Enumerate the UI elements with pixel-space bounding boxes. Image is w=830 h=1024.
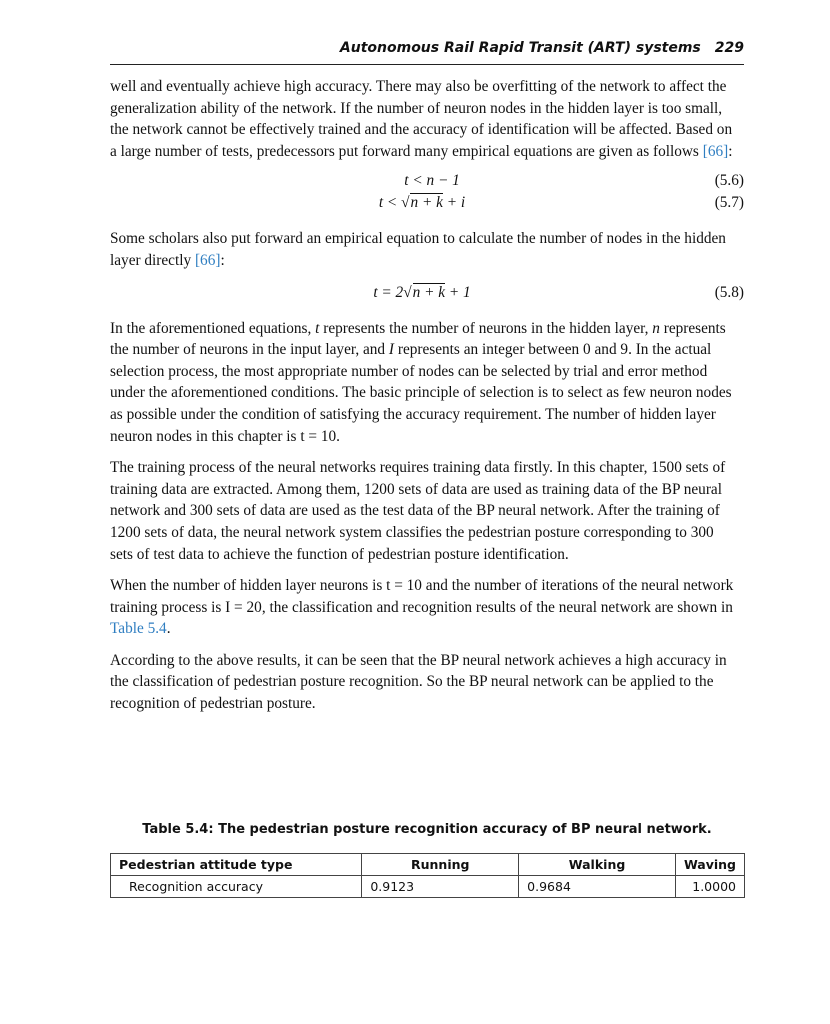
equation-number: (5.8): [714, 283, 744, 301]
table-row: [111, 876, 745, 898]
table-cell: Recognition accuracy: [111, 876, 362, 898]
table-cell: 1.0000: [675, 876, 744, 898]
equation-5-8: t = 2√n + k + 1 (5.8): [110, 282, 734, 304]
accuracy-table: [110, 853, 745, 898]
paragraph-6: According to the above results, it can be seen that the BP neural network achieves a high accuracy in the classification of pedestrian posture recognition. So the BP neural network can be applied to the recognition of pedestrian posture.: [110, 651, 727, 713]
body-text: [110, 76, 744, 725]
header-cell: Running: [362, 854, 519, 876]
table-5-4-link[interactable]: Table 5.4: [110, 620, 167, 638]
table-caption: Table 5.4: The pedestrian posture recognition accuracy of BP neural network.: [142, 822, 712, 837]
table-cell: 0.9684: [519, 876, 676, 898]
paragraph-1: well and eventually achieve high accuracy. There may also be overfitting of the network to affect the generalization ability of the network. If the number of neuron nodes in the hidden layer is too small, the network cannot be effectively trained and the accuracy of identification will be affected. Based on a large number of tests, predecessors put forward many empirical equations are given as follows [66]:: [110, 78, 733, 160]
equation-5-6: t < n − 1 (5.6): [110, 170, 734, 192]
running-title: Autonomous Rail Rapid Transit (ART) systems: [339, 40, 701, 56]
paragraph-3: In the aforementioned equations, t represents the number of neurons in the hidden layer, n represents the number of neurons in the input layer, and I represents an integer between 0 and 9. In the actual selection process, the most appropriate number of nodes can be selected by trial and error method under the aforementioned conditions. The basic principle of selection is to select as few neuron nodes as possible under the condition of satisfying the accuracy requirement. The number of hidden layer neuron nodes in this chapter is t = 10.: [110, 319, 732, 445]
table-cell: 0.9123: [362, 876, 519, 898]
header-rule: [110, 64, 744, 65]
paragraph-4: The training process of the neural networks requires training data firstly. In this chapter, 1500 sets of training data are extracted. Among them, 1200 sets of data are used as training data of the BP neural network and 300 sets of data are used as the test data of the BP neural network. After the training of 1200 sets of data, the neural network system classifies the pedestrian posture corresponding to 300 sets of test data to achieve the function of pedestrian posture identification.: [110, 459, 726, 563]
header-cell: Walking: [519, 854, 676, 876]
equation-number: (5.7): [714, 194, 744, 212]
header-cell: Pedestrian attitude type: [111, 854, 362, 876]
header-cell: Waving: [675, 854, 744, 876]
paragraph-5: When the number of hidden layer neurons is t = 10 and the number of iterations of the neural network training process is I = 20, the classification and recognition results of the neural network are shown in Table 5.4.: [110, 577, 734, 638]
citation-link-66[interactable]: [66]: [194, 251, 221, 269]
page-number: 229: [714, 40, 744, 56]
table-header-row: [111, 854, 745, 876]
paragraph-2: Some scholars also put forward an empirical equation to calculate the number of nodes in the hidden layer directly [66]:: [110, 230, 726, 269]
equation-5-7: t < √n + k + i (5.7): [110, 192, 734, 214]
citation-link-66[interactable]: [66]: [702, 142, 729, 160]
running-header: [110, 40, 744, 56]
equation-number: (5.6): [714, 172, 744, 190]
